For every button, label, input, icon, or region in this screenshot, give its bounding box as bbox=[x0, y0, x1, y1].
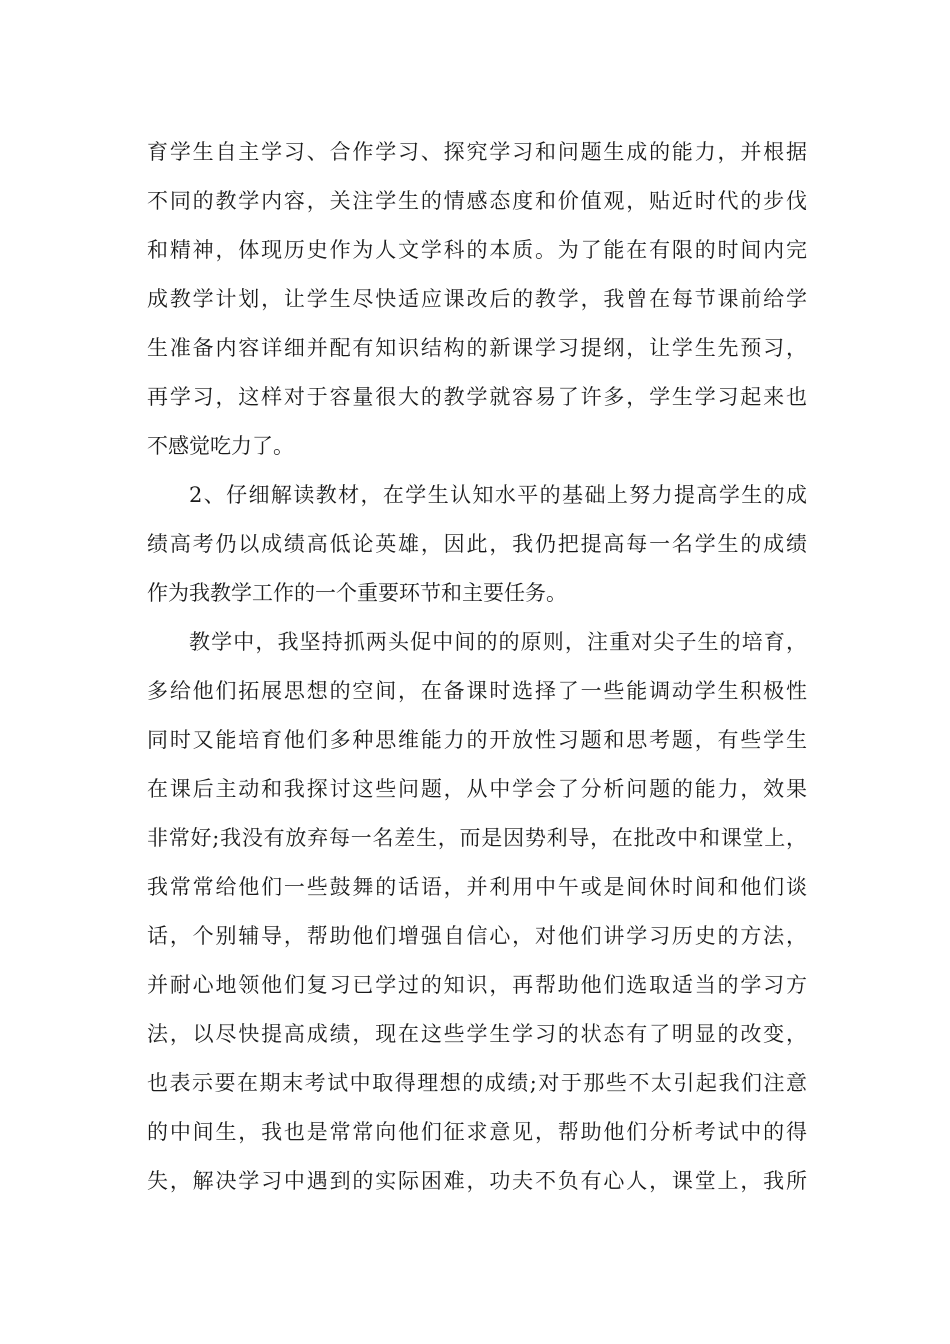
text-line: 我常常给他们一些鼓舞的话语，并利用中午或是间休时间和他们谈 bbox=[147, 875, 807, 899]
text-line: 绩高考仍以成绩高低论英雄，因此，我仍把提高每一名学生的成绩 bbox=[147, 532, 807, 556]
text-line: 同时又能培育他们多种思维能力的开放性习题和思考题，有些学生 bbox=[147, 728, 807, 752]
text-line: 失，解决学习中遇到的实际困难，功夫不负有心人，课堂上，我所 bbox=[147, 1169, 807, 1193]
paragraph-1 bbox=[147, 132, 807, 475]
text-line: 法，以尽快提高成绩，现在这些学生学习的状态有了明显的改变， bbox=[147, 1022, 807, 1046]
text-line: 育学生自主学习、合作学习、探究学习和问题生成的能力，并根据 bbox=[147, 140, 807, 164]
text-line: 教学中，我坚持抓两头促中间的的原则，注重对尖子生的培育， bbox=[189, 630, 807, 654]
text-line: 也表示要在期末考试中取得理想的成绩;对于那些不太引起我们注意 bbox=[147, 1071, 807, 1095]
text-line: 不同的教学内容，关注学生的情感态度和价值观，贴近时代的步伐 bbox=[147, 189, 807, 213]
text-line: 再学习，这样对于容量很大的教学就容易了许多，学生学习起来也 bbox=[147, 385, 807, 409]
text-line: 话，个别辅导，帮助他们增强自信心，对他们讲学习历史的方法， bbox=[147, 924, 807, 948]
text-line: 作为我教学工作的一个重要环节和主要任务。 bbox=[147, 581, 567, 605]
text-line: 并耐心地领他们复习已学过的知识，再帮助他们选取适当的学习方 bbox=[147, 973, 807, 997]
text-line: 的中间生，我也是常常向他们征求意见，帮助他们分析考试中的得 bbox=[147, 1120, 807, 1144]
text-line: 非常好;我没有放弃每一名差生，而是因势利导，在批改中和课堂上， bbox=[147, 826, 807, 850]
text-line: 不感觉吃力了。 bbox=[147, 434, 294, 458]
text-line: 生准备内容详细并配有知识结构的新课学习提纲，让学生先预习， bbox=[147, 336, 807, 360]
text-line: 多给他们拓展思想的空间，在备课时选择了一些能调动学生积极性 bbox=[147, 679, 807, 703]
text-line: 在课后主动和我探讨这些问题，从中学会了分析问题的能力，效果 bbox=[147, 777, 807, 801]
document-body bbox=[147, 132, 807, 1210]
text-line: 成教学计划，让学生尽快适应课改后的教学，我曾在每节课前给学 bbox=[147, 287, 807, 311]
text-line: 2、仔细解读教材，在学生认知水平的基础上努力提高学生的成 bbox=[189, 483, 807, 507]
paragraph-3 bbox=[147, 622, 807, 1210]
paragraph-2 bbox=[147, 475, 807, 622]
text-line: 和精神，体现历史作为人文学科的本质。为了能在有限的时间内完 bbox=[147, 238, 807, 262]
